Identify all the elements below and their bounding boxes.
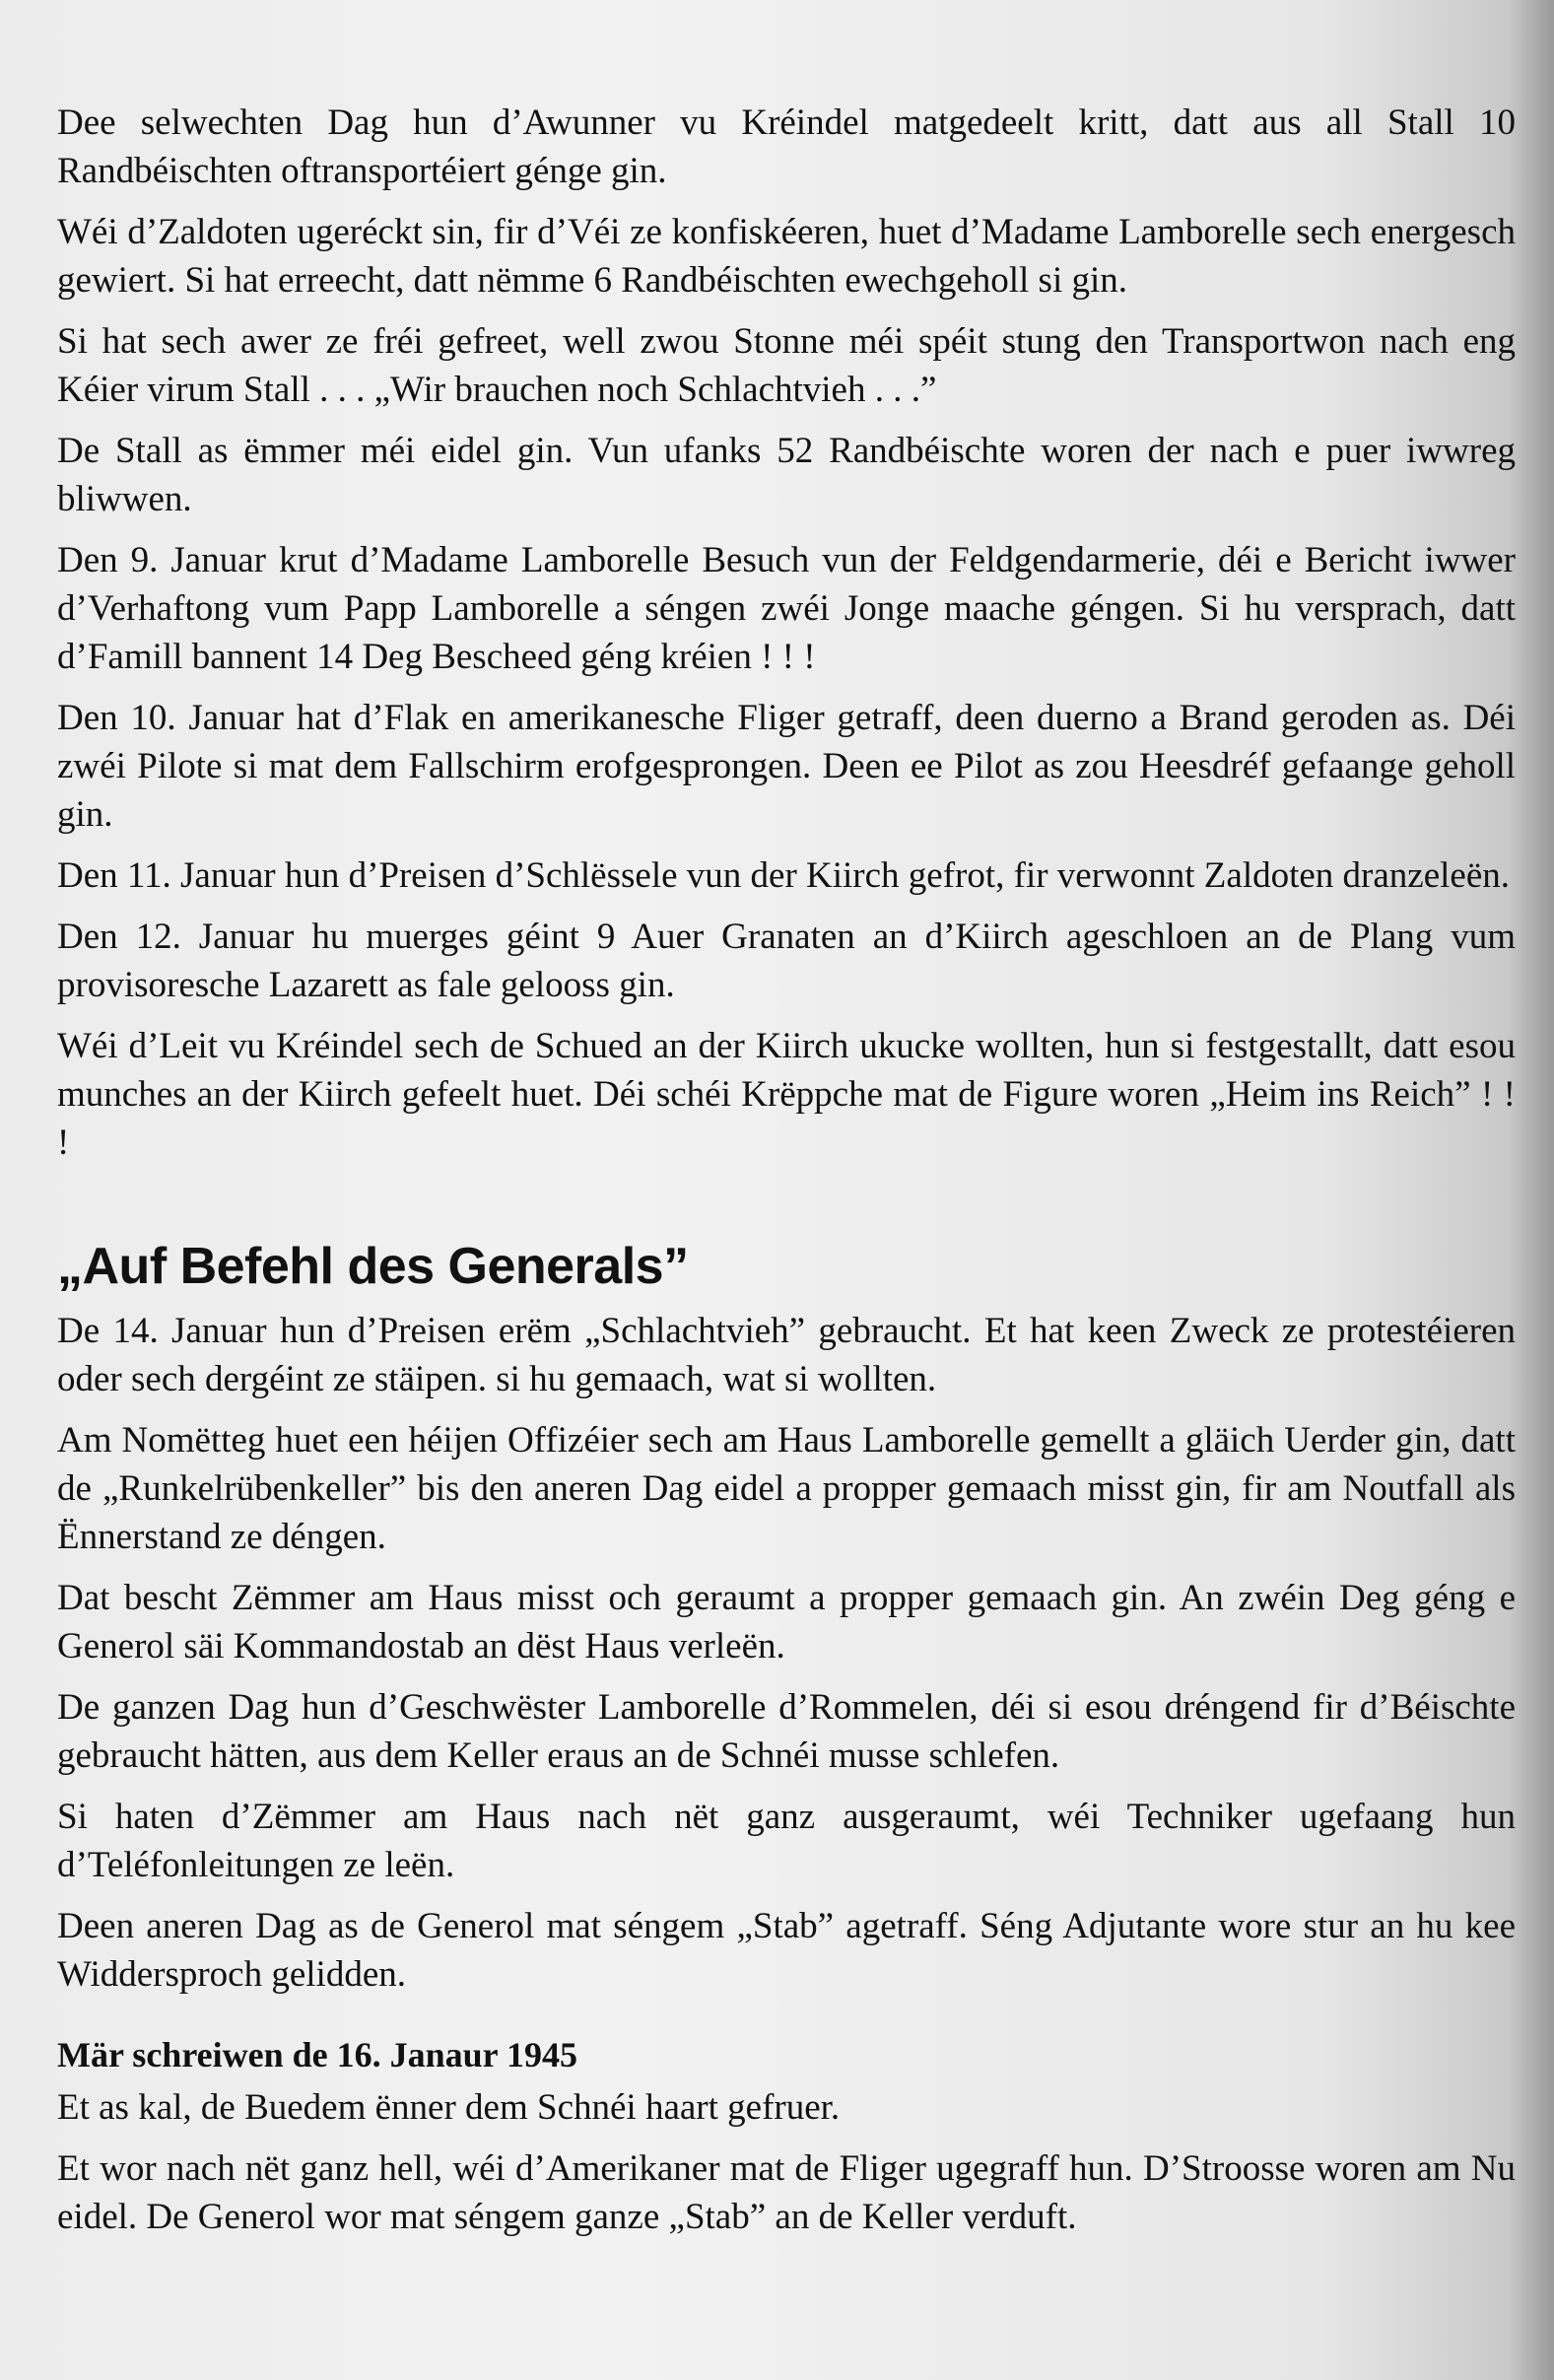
paragraph: De ganzen Dag hun d’Geschwëster Lamborelle d’Rommelen, déi si esou dréngend fir d’Béischte gebraucht hätten, aus dem Keller eraus an de Schnéi musse schlefen. xyxy=(57,1687,1516,1776)
paragraph: Den 10. Januar hat d’Flak en amerikanesche Fliger getraff, deen duerno a Brand geroden as. Déi zwéi Pilote si mat dem Fallschirm erofgesprongen. Deen ee Pilot as zou Heesdréf gefaange geholl gin. xyxy=(57,698,1516,835)
paragraph: Wéi d’Zaldoten ugeréckt sin, fir d’Véi ze konfiskéeren, huet d’Madame Lamborelle sech energesch gewiert. Si hat erreecht, datt nëmme 6 Randbéischten ewechgeholl si gin. xyxy=(57,212,1516,301)
paragraph: De Stall as ëmmer méi eidel gin. Vun ufanks 52 Randbéischte woren der nach e puer iwwreg bliwwen. xyxy=(57,431,1516,519)
paragraph: Deen aneren Dag as de Generol mat séngem „Stab” agetraff. Séng Adjutante wore stur an hu kee Widdersproch gelidden. xyxy=(57,1906,1516,1995)
paragraph: Wéi d’Leit vu Kréindel sech de Schued an der Kiirch ukucke wollten, hun si festgestallt, datt esou munches an der Kiirch gefeelt huet. Déi schéi Krëppche mat de Figure woren „Heim ins Reich” ! ! ! xyxy=(57,1026,1516,1163)
paragraph: Si haten d’Zëmmer am Haus nach nët ganz ausgeraumt, wéi Techniker ugefaang hun d’Teléfonleitungen ze leën. xyxy=(57,1797,1516,1885)
paragraph: Am Nomëtteg huet een héijen Offizéier sech am Haus Lamborelle gemellt a gläich Uerder gin, datt de „Runkelrübenkeller” bis den aneren Dag eidel a propper gemaach misst gin, fir am Noutfall als Ënnerstand ze déngen. xyxy=(57,1420,1516,1557)
sub-heading: Mär schreiwen de 16. Janaur 1945 xyxy=(57,2035,577,2074)
paragraph: De 14. Januar hun d’Preisen erëm „Schlachtvieh” gebraucht. Et hat keen Zweck ze protestéieren oder sech dergéint ze stäipen. si hu gemaach, wat si wollten. xyxy=(57,1311,1516,1399)
paragraph: Den 11. Januar hun d’Preisen d’Schlëssele vun der Kiirch gefrot, fir verwonnt Zaldoten dranzeleën. xyxy=(57,855,1511,896)
paragraph: Dee selwechten Dag hun d’Awunner vu Kréindel matgedeelt kritt, datt aus all Stall 10 Randbéischten oftransportéiert génge gin. xyxy=(57,102,1516,191)
article-body xyxy=(57,99,1516,2254)
section-heading: „Auf Befehl des Generals” xyxy=(57,1238,689,1295)
paragraph: Et as kal, de Buedem ënner dem Schnéi haart gefruer. xyxy=(57,2087,841,2128)
paragraph: Et wor nach nët ganz hell, wéi d’Amerikaner mat de Fliger ugegraff hun. D’Stroosse woren am Nu eidel. De Generol wor mat séngem ganze „Stab” an de Keller verduft. xyxy=(57,2148,1516,2237)
paragraph: Dat bescht Zëmmer am Haus misst och geraumt a propper gemaach gin. An zwéin Deg géng e Generol säi Kommandostab an dëst Haus verleën. xyxy=(57,1578,1516,1666)
paragraph: Den 9. Januar krut d’Madame Lamborelle Besuch vun der Feldgendarmerie, déi e Bericht iwwer d’Verhaftong vum Papp Lamborelle a séngen zwéi Jonge maache géngen. Si hu versprach, datt d’Famill bannent 14 Deg Bescheed géng kréien ! ! ! xyxy=(57,540,1516,677)
paragraph: Den 12. Januar hu muerges géint 9 Auer Granaten an d’Kiirch ageschloen an de Plang vum provisoresche Lazarett as fale gelooss gin. xyxy=(57,917,1516,1005)
paragraph: Si hat sech awer ze fréi gefreet, well zwou Stonne méi spéit stung den Transportwon nach eng Kéier virum Stall . . . „Wir brauchen noch Schlachtvieh . . .” xyxy=(57,321,1516,410)
